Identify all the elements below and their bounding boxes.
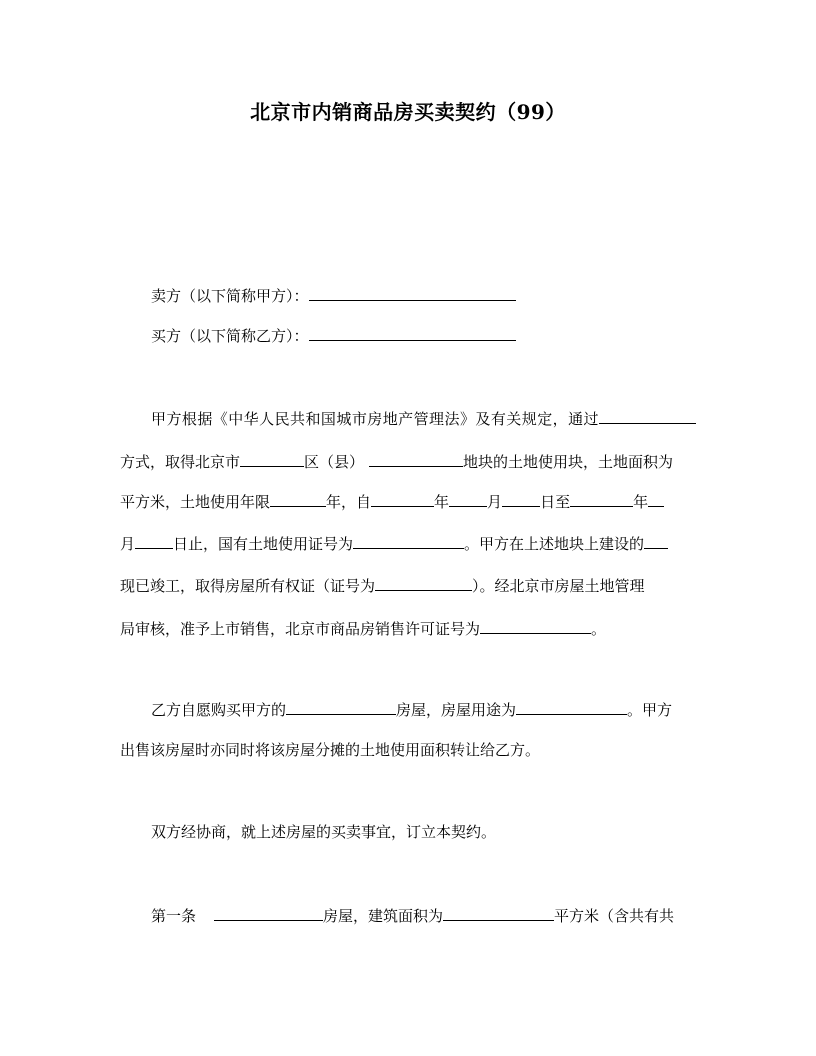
building-area-field[interactable] — [443, 905, 554, 921]
para3-line: 双方经协商，就上述房屋的买卖事宜，订立本契约。 — [151, 823, 497, 841]
building-name-field[interactable] — [644, 533, 668, 549]
article1-label: 第一条 — [151, 907, 197, 925]
para1-text: 年，自 — [326, 493, 372, 511]
para1-text: 年 — [434, 493, 450, 511]
para1-line2 — [120, 451, 696, 471]
article1-text: 平方米（含共有共 — [554, 907, 675, 925]
ownership-certificate-field[interactable] — [375, 575, 472, 591]
para1-text: 月 — [487, 493, 503, 511]
para1-text: 甲方根据《中华人民共和国城市房地产管理法》及有关规定，通过 — [151, 410, 599, 428]
acquisition-method-field[interactable] — [599, 408, 696, 424]
buyer-name-field[interactable] — [309, 325, 516, 341]
land-certificate-field[interactable] — [353, 533, 464, 549]
seller-name-field[interactable] — [309, 285, 516, 301]
para1-text: 月 — [120, 535, 136, 553]
para1-text: 日至 — [540, 493, 571, 511]
land-use-years-field[interactable] — [270, 491, 326, 507]
para1-text: 现已竣工，取得房屋所有权证（证号为 — [120, 577, 376, 595]
para1-line5 — [120, 575, 696, 595]
buyer-label: 买方（以下简称乙方）： — [151, 327, 309, 345]
para1-line3 — [120, 491, 696, 511]
para1-text: 。 — [591, 620, 607, 638]
article1-line — [120, 905, 696, 925]
para1-text: 日止，国有土地使用证号为 — [173, 535, 354, 553]
para2-text: 乙方自愿购买甲方的 — [151, 701, 287, 719]
seller-line — [120, 285, 696, 305]
buyer-line — [120, 325, 696, 345]
sales-permit-field[interactable] — [480, 618, 591, 634]
parcel-field[interactable] — [369, 451, 463, 467]
para1-text: 地块的土地使用块，土地面积为 — [463, 453, 674, 471]
para1-text: 方式，取得北京市 — [120, 453, 241, 471]
article1-text: 房屋，建筑面积为 — [323, 907, 444, 925]
start-year-field[interactable] — [371, 491, 434, 507]
para2-line1 — [120, 699, 696, 719]
end-month-field[interactable] — [648, 491, 664, 507]
seller-label: 卖方（以下简称甲方）： — [151, 287, 309, 305]
start-day-field[interactable] — [502, 491, 540, 507]
para1-line4 — [120, 533, 696, 553]
para1-line6 — [120, 618, 696, 638]
para1-line1 — [120, 408, 696, 428]
para1-text: 平方米，土地使用年限 — [120, 493, 271, 511]
document-title: 北京市内销商品房买卖契约（99） — [250, 100, 566, 124]
para2-text: 。甲方 — [627, 701, 673, 719]
para1-text: 年 — [633, 493, 649, 511]
article1-property-field[interactable] — [214, 905, 323, 921]
para2-text: 房屋，房屋用途为 — [396, 701, 517, 719]
para1-text: 局审核，准予上市销售，北京市商品房销售许可证号为 — [120, 620, 481, 638]
district-field[interactable] — [240, 451, 304, 467]
para1-text: 。甲方在上述地块上建设的 — [464, 535, 645, 553]
property-location-field[interactable] — [286, 699, 396, 715]
para2-line2: 出售该房屋时亦同时将该房屋分摊的土地使用面积转让给乙方。 — [120, 741, 541, 759]
para1-text: 区（县） — [304, 453, 365, 471]
para1-text: ）。经北京市房屋土地管理 — [472, 577, 645, 595]
property-use-field[interactable] — [516, 699, 627, 715]
start-month-field[interactable] — [449, 491, 487, 507]
end-year-field[interactable] — [570, 491, 633, 507]
end-day-field[interactable] — [135, 533, 173, 549]
